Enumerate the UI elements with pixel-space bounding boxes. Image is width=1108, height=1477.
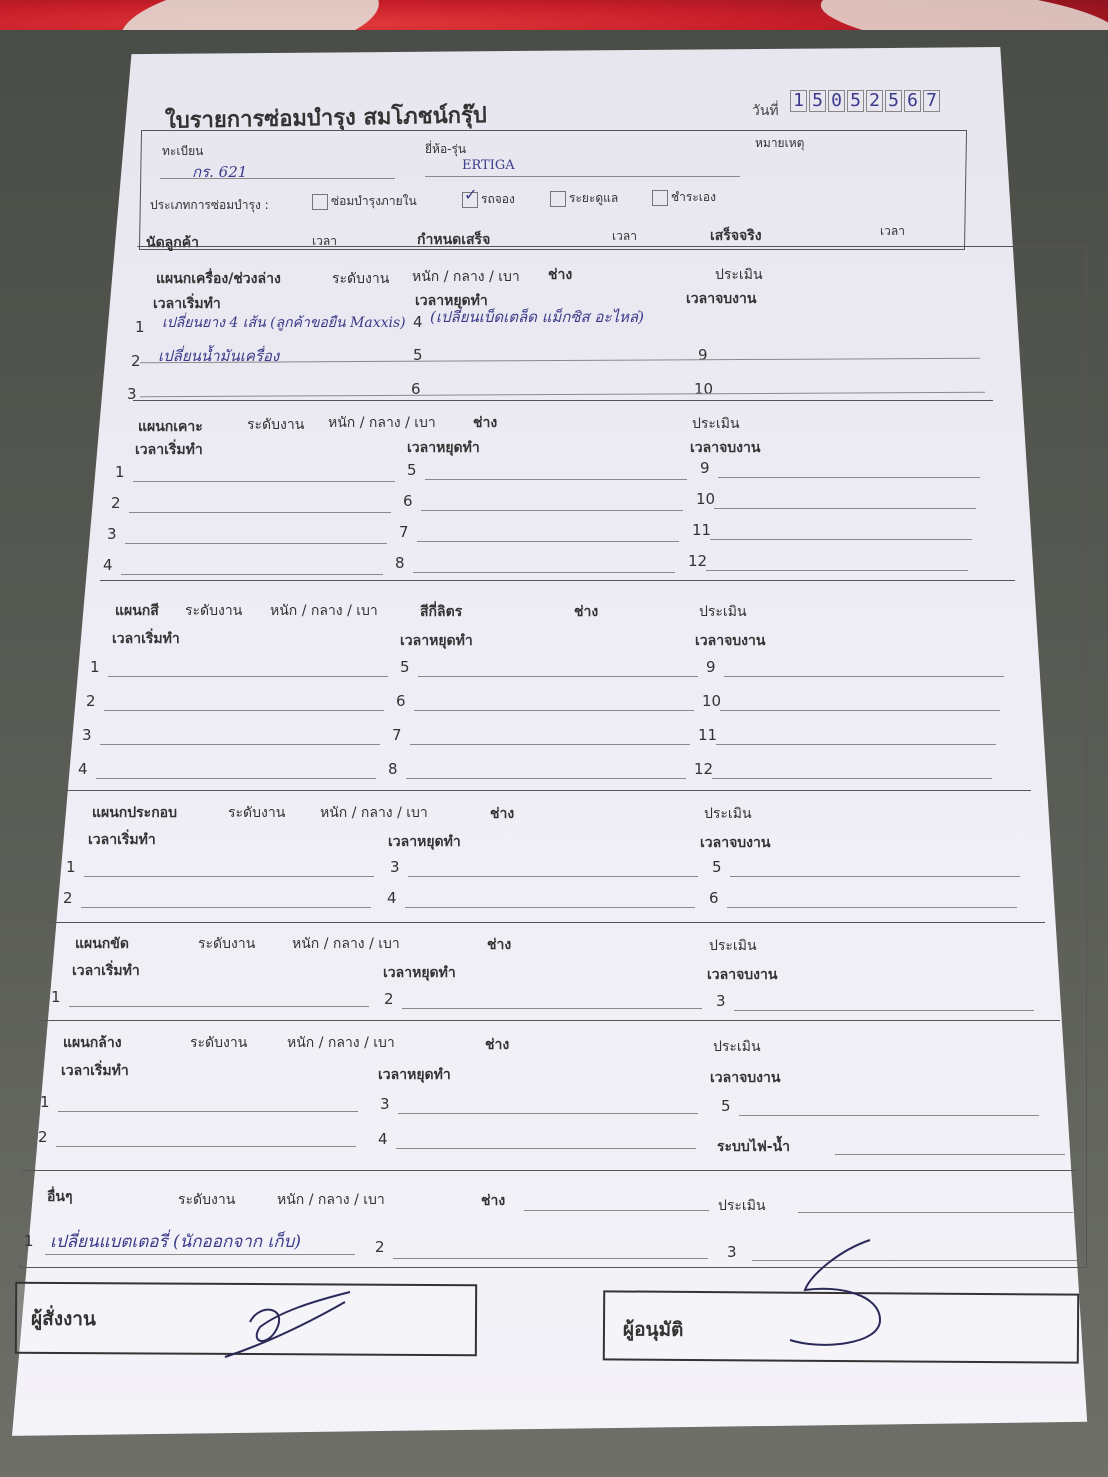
row-number: 6 — [709, 889, 719, 907]
row-number: 2 — [375, 1238, 385, 1256]
date-field[interactable] — [790, 90, 942, 112]
row-line[interactable] — [402, 1008, 702, 1009]
row-number: 1 — [51, 988, 61, 1006]
section-divider — [22, 1170, 1077, 1171]
row-number: 10 — [702, 692, 722, 710]
row-number: 5 — [721, 1097, 731, 1115]
row-number: 4 — [103, 556, 113, 574]
start-label: เวลาเริ่มทำ — [112, 631, 180, 647]
date-digit: 0 — [828, 90, 845, 112]
row-number: 6 — [396, 692, 406, 710]
section-wash-title: แผนกล้าง — [63, 1035, 122, 1051]
row-line[interactable] — [724, 676, 1004, 677]
model-label: ยี่ห้อ-รุ่น — [425, 142, 467, 156]
remark-label: หมายเหตุ — [755, 136, 805, 150]
water-electric-label: ระบบไฟ-น้ำ — [717, 1139, 791, 1155]
row-line[interactable] — [417, 541, 679, 542]
eval-label: ประเมิน — [699, 604, 747, 620]
repair-type-internal[interactable]: ซ่อมบำรุงภายใน — [312, 192, 417, 211]
row-line[interactable] — [104, 710, 384, 711]
section-divider — [38, 1020, 1060, 1021]
row-line[interactable] — [706, 570, 968, 571]
start-label: เวลาเริ่มทำ — [61, 1063, 129, 1079]
row-line[interactable] — [405, 907, 695, 908]
plate-value[interactable]: กร. 621 — [192, 163, 248, 181]
row-number: 2 — [38, 1128, 48, 1146]
section-other-title: อื่นๆ — [47, 1189, 73, 1205]
tech-label: ช่าง — [481, 1193, 506, 1209]
section-divider — [100, 580, 1015, 581]
level-options[interactable]: หนัก / กลาง / เบา — [277, 1192, 385, 1208]
tech-label: ช่าง — [490, 806, 515, 822]
repair-type-label: ประเภทการซ่อมบำรุง : — [150, 198, 269, 212]
paint-liters-label: สีกี่ลิตร — [420, 604, 463, 620]
row-line[interactable] — [727, 907, 1017, 908]
level-label: ระดับงาน — [190, 1035, 248, 1051]
row-line[interactable] — [739, 1115, 1039, 1116]
section-paint-title: แผนกสี — [115, 603, 159, 619]
model-value[interactable]: ERTIGA — [462, 158, 515, 173]
row-line[interactable] — [425, 479, 687, 480]
level-label: ระดับงาน — [228, 805, 286, 821]
row-line[interactable] — [398, 1113, 698, 1114]
end-label: เวลาจบงาน — [700, 835, 771, 851]
level-options[interactable]: หนัก / กลาง / เบา — [328, 415, 436, 431]
eval-label: ประเมิน — [709, 938, 757, 954]
date-digit: 1 — [790, 90, 807, 112]
section-engine-title: แผนกเครื่อง/ช่วงล่าง — [156, 271, 281, 287]
row-number: 3 — [390, 858, 400, 876]
row-number: 1 — [90, 658, 100, 676]
row-line[interactable] — [716, 744, 996, 745]
eval-label: ประเมิน — [718, 1198, 766, 1214]
row-number: 10 — [696, 490, 716, 508]
plate-line — [160, 178, 395, 179]
repair-form: ใบรายการซ่อมบำรุง สมโภชน์กรุ๊ป วันที่ 1 5 0 5 2 5 6 7 ทะเบียน กร. 621 ยี่ห้อ-รุ่น ERTIGA หมายเหตุ ประเภทการซ่อมบำรุง : ซ่อมบำรุงภายใน ✓ รถจอง ระยะดูแล ชำระเอง นัดลูกค้า เวลา กำหนดเสร็จ เวลา เสร็จจริง เวลา แผนกเครื่อง/ช่วงล่าง ระดับงาน หนัก / กลาง / เบา ช่าง ประเมิน เวลาเริ่มทำ เวลาหยุดทำ เวลาจบงาน 1 เปลี่ยนยาง 4 เส้น (ลูกค้าขอยืน Maxxis) 4 (เปลี่ยนเบ็ดเตล็ด แม็กซิส อะไหล่) 2 เปลี่ยนน้ำมันเครื่อง 5 9 3 6 10 แผนกเคาะ ระดับงาน หนัก / กลาง / เบา ช่าง ประเมิน เวลาเริ่มทำ เวลาหยุดทำ เวลาจบงาน 1 2 3 4 5 6 7 8 9 10 11 12 แผนกสี ระดับงาน หนัก / กลาง / เบา สีกี่ลิตร ช่าง ประเมิน เวลาเริ่มทำ เวลาหยุดทำ เวลาจบงาน 1 2 3 4 5 6 7 8 9 10 11 12 แผนกประกอบ ระดับงาน หนัก / กลาง / เบา ช่าง ประเมิน เวลาเริ่มทำ เวลาหยุดทำ เวลาจบงาน 1 2 3 4 5 6 แผนกขัด ระดับงาน หนัก / กลาง / เบา ช่าง ประเมิน เวลาเริ่มทำ เวลาหยุดทำ เวลาจบงาน 1 2 3 แผนกล้าง ระดับงาน หนัก / กลาง / เบา ช่าง ประเมิน เวลาเริ่มทำ เวลาหยุดทำ เวลาจบงาน 1 2 3 4 5 ระบบไฟ-น้ำ อื่นๆ ระดับงาน หนัก / กลาง / เบา ช่าง ประเมิน 1 เปลี่ยนแบตเตอรี่ (นักออกจาก เก็บ) 2 3 ผู้สั่งงาน ผู้อนุมัติ — [0, 0, 1108, 1477]
date-label: วันที่ — [752, 103, 779, 119]
row-line[interactable] — [714, 508, 976, 509]
row-line[interactable] — [410, 744, 690, 745]
row-number: 2 — [86, 692, 96, 710]
section-assembly-title: แผนกประกอบ — [92, 805, 177, 821]
row-line[interactable] — [396, 1148, 696, 1149]
sender-label: ผู้สั่งงาน — [30, 1307, 97, 1331]
start-label: เวลาเริ่มทำ — [135, 442, 203, 458]
level-label: ระดับงาน — [247, 417, 305, 433]
row-line[interactable] — [413, 572, 675, 573]
row-line[interactable] — [720, 710, 1000, 711]
row-line[interactable] — [734, 1010, 1034, 1011]
date-digit: 2 — [866, 90, 883, 112]
eval-label: ประเมิน — [704, 806, 752, 822]
row-number: 2 — [63, 889, 73, 907]
row-number: 3 — [82, 726, 92, 744]
level-label: ระดับงาน — [198, 936, 256, 952]
level-options[interactable]: หนัก / กลาง / เบา — [412, 269, 520, 285]
other-item-1[interactable]: เปลี่ยนแบตเตอรี่ (นักออกจาก เก็บ) — [50, 1232, 301, 1252]
section-divider — [66, 790, 1031, 791]
date-digit: 7 — [923, 90, 940, 112]
sender-signature — [220, 1292, 360, 1362]
row-number: 9 — [700, 459, 710, 477]
stop-label: เวลาหยุดทำ — [383, 965, 456, 981]
row-line[interactable] — [133, 481, 395, 482]
row-line[interactable] — [84, 876, 374, 877]
section-divider — [50, 922, 1045, 923]
row-line[interactable] — [129, 512, 391, 513]
row-number: 11 — [692, 521, 712, 539]
level-options[interactable]: หนัก / กลาง / เบา — [320, 805, 428, 821]
row-number: 7 — [399, 523, 409, 541]
row-line[interactable] — [414, 710, 694, 711]
repair-type-maintenance[interactable]: ระยะดูแล — [550, 189, 618, 208]
engine-item-1[interactable]: เปลี่ยนยาง 4 เส้น (ลูกค้าขอยืน Maxxis) — [162, 315, 406, 331]
stop-label: เวลาหยุดทำ — [400, 633, 473, 649]
start-label: เวลาเริ่มทำ — [88, 832, 156, 848]
repair-type-reserved[interactable]: ✓ รถจอง — [464, 184, 515, 206]
row-line[interactable] — [96, 778, 376, 779]
end-label: เวลาจบงาน — [707, 967, 778, 983]
appointment-label: นัดลูกค้า — [146, 235, 199, 251]
level-options[interactable]: หนัก / กลาง / เบา — [270, 603, 378, 619]
stop-label: เวลาหยุดทำ — [378, 1067, 451, 1083]
row-number: 12 — [688, 552, 708, 570]
row-line[interactable] — [125, 543, 387, 544]
row-number: 3 — [727, 1243, 737, 1261]
row-number: 3 — [716, 992, 726, 1010]
row-number: 5 — [400, 658, 410, 676]
approver-label: ผู้อนุมัติ — [622, 1318, 684, 1341]
row-number: 8 — [395, 554, 405, 572]
eval-label: ประเมิน — [692, 416, 740, 432]
due-label: กำหนดเสร็จ — [417, 232, 491, 248]
tech-label: ช่าง — [485, 1037, 510, 1053]
appointment-time-label: เวลา — [312, 234, 337, 248]
row-number: 12 — [694, 760, 714, 778]
level-label: ระดับงาน — [178, 1192, 236, 1208]
row-number: 11 — [698, 726, 718, 744]
engine-item-4[interactable]: (เปลี่ยนเบ็ดเตล็ด แม็กซิส อะไหล่) — [430, 308, 644, 326]
section-polish-title: แผนกขัด — [75, 936, 129, 952]
stop-label: เวลาหยุดทำ — [407, 440, 480, 456]
date-digit: 6 — [904, 90, 921, 112]
plate-label: ทะเบียน — [162, 144, 204, 158]
row-number: 4 — [387, 889, 397, 907]
form-title: ใบรายการซ่อมบำรุง สมโภชน์กรุ๊ป — [164, 103, 487, 134]
level-options[interactable]: หนัก / กลาง / เบา — [287, 1035, 395, 1051]
row-number: 2 — [111, 494, 121, 512]
row-number: 8 — [388, 760, 398, 778]
row-number: 4 — [78, 760, 88, 778]
due-time-label: เวลา — [612, 229, 637, 243]
done-time-label: เวลา — [880, 224, 905, 238]
date-digit: 5 — [809, 90, 826, 112]
row-number: 1 — [24, 1232, 34, 1250]
done-label: เสร็จจริง — [710, 228, 762, 244]
row-line[interactable] — [100, 744, 380, 745]
row-number: 7 — [392, 726, 402, 744]
row-number: 5 — [407, 461, 417, 479]
row-line[interactable] — [406, 778, 686, 779]
date-digit: 5 — [847, 90, 864, 112]
row-line[interactable] — [712, 778, 992, 779]
end-label: เวลาจบงาน — [710, 1070, 781, 1086]
repair-type-selfpay[interactable]: ชำระเอง — [652, 188, 716, 207]
approver-signature — [780, 1235, 900, 1355]
tech-label: ช่าง — [574, 604, 599, 620]
row-line[interactable] — [69, 1006, 369, 1007]
row-line[interactable] — [56, 1146, 356, 1147]
level-label: ระดับงาน — [185, 603, 243, 619]
row-number: 5 — [712, 858, 722, 876]
row-line[interactable] — [121, 574, 383, 575]
stop-label: เวลาหยุดทำ — [415, 293, 488, 309]
row-number: 1 — [66, 858, 76, 876]
row-line[interactable] — [108, 676, 388, 677]
row-number: 4 — [378, 1130, 388, 1148]
row-number: 2 — [384, 990, 394, 1008]
eval-label: ประเมิน — [715, 267, 763, 283]
row-number: 3 — [107, 525, 117, 543]
row-number: 1 — [40, 1093, 50, 1111]
row-number: 3 — [380, 1095, 390, 1113]
section-divider — [133, 400, 993, 401]
engine-item-2[interactable]: เปลี่ยนน้ำมันเครื่อง — [158, 347, 280, 365]
tech-label: ช่าง — [473, 415, 498, 431]
end-label: เวลาจบงาน — [686, 291, 757, 307]
row-line[interactable] — [710, 539, 972, 540]
row-line[interactable] — [408, 876, 698, 877]
row-line[interactable] — [730, 876, 1020, 877]
row-line[interactable] — [421, 510, 683, 511]
end-label: เวลาจบงาน — [695, 633, 766, 649]
end-label: เวลาจบงาน — [690, 440, 761, 456]
level-label: ระดับงาน — [332, 271, 390, 287]
tech-label: ช่าง — [487, 937, 512, 953]
row-number: 6 — [403, 492, 413, 510]
row-number: 9 — [706, 658, 716, 676]
row-line[interactable] — [58, 1111, 358, 1112]
stop-label: เวลาหยุดทำ — [388, 834, 461, 850]
row-line[interactable] — [418, 676, 698, 677]
model-line — [425, 176, 740, 177]
date-digit: 5 — [885, 90, 902, 112]
start-label: เวลาเริ่มทำ — [153, 296, 221, 312]
tech-label: ช่าง — [548, 267, 573, 283]
start-label: เวลาเริ่มทำ — [72, 963, 140, 979]
level-options[interactable]: หนัก / กลาง / เบา — [292, 936, 400, 952]
row-line[interactable] — [718, 477, 980, 478]
row-number: 1 — [115, 463, 125, 481]
row-line[interactable] — [81, 907, 371, 908]
eval-label: ประเมิน — [713, 1039, 761, 1055]
section-body-title: แผนกเคาะ — [138, 419, 203, 435]
